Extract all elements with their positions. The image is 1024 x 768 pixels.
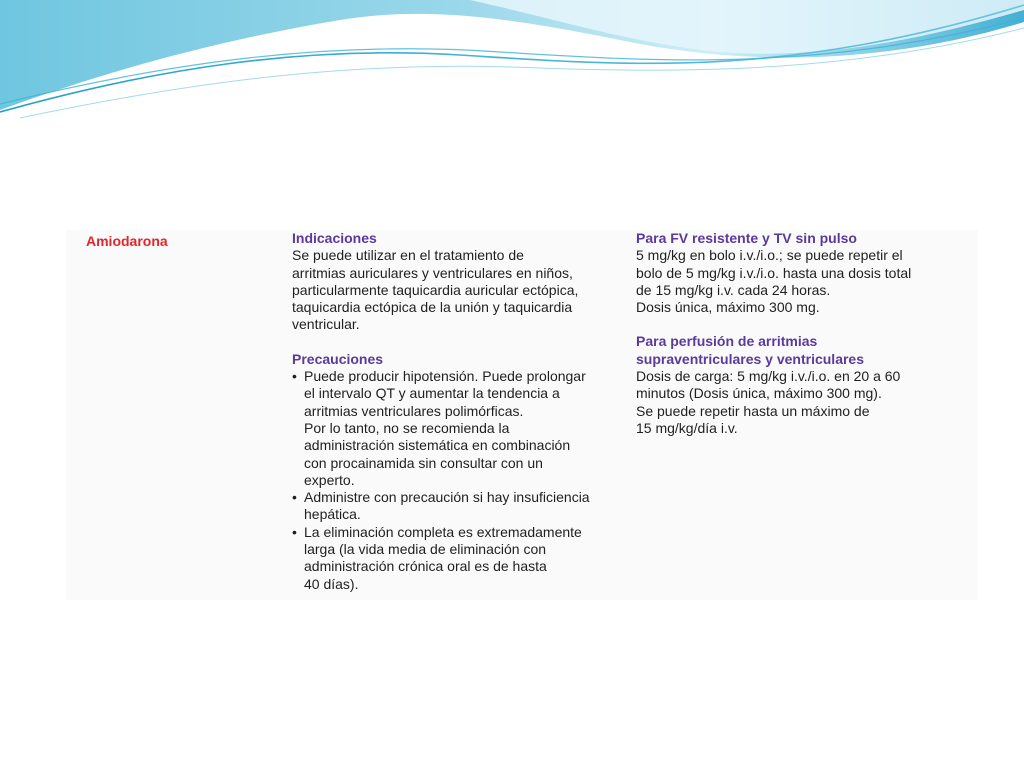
dosing-infusion-line: Se puede repetir hasta un máximo de (636, 402, 870, 419)
precaution-item (292, 368, 622, 489)
dosing-infusion-heading (636, 333, 966, 368)
indications-text (292, 247, 622, 333)
dosing-vf-line: de 15 mg/kg i.v. cada 24 horas. (636, 281, 831, 298)
precaution-item (292, 489, 622, 524)
indications-precautions-column (292, 230, 622, 593)
precaution-line: 40 días). (304, 575, 359, 592)
indications-line: taquicardia ectópica de la unión y taquicardia (292, 299, 573, 316)
dosing-vf-heading: Para FV resistente y TV sin pulso (636, 230, 857, 246)
dosing-infusion-text (636, 368, 966, 437)
dosing-vf-line: 5 mg/kg en bolo i.v./i.o.; se puede repetir el (636, 247, 903, 264)
dosing-infusion-heading-line: Para perfusión de arritmias (636, 333, 818, 350)
precaution-line: La eliminación completa es extremadamente (304, 523, 582, 540)
drug-info-table (66, 230, 978, 600)
bullet-icon: • (292, 489, 297, 506)
dosing-infusion-line: Dosis de carga: 5 mg/kg i.v./i.o. en 20 a 60 (636, 368, 901, 385)
indications-line: arritmias auriculares y ventriculares en niños, (292, 264, 573, 281)
dosing-column (636, 230, 966, 437)
decorative-wave-header (0, 0, 1024, 130)
dosing-vf-line: Dosis única, máximo 300 mg. (636, 299, 820, 316)
precautions-heading: Precauciones (292, 350, 384, 367)
precaution-line: administración sistemática en combinación (304, 437, 571, 454)
dosing-infusion-heading-line: supraventriculares y ventriculares (636, 350, 865, 367)
indications-line: Se puede utilizar en el tratamiento de (292, 247, 524, 264)
drug-name: Amiodarona (86, 233, 168, 249)
precaution-line: el intervalo QT y aumentar la tendencia a (304, 385, 560, 402)
indications-line: particularmente taquicardia auricular ectópica, (292, 281, 579, 298)
precaution-line: Puede producir hipotensión. Puede prolongar (304, 368, 586, 385)
precautions-list (292, 368, 622, 593)
indications-line: ventricular. (292, 316, 360, 333)
bullet-icon: • (292, 368, 297, 385)
precaution-line: con procainamida sin consultar con un (304, 454, 543, 471)
indications-heading: Indicaciones (292, 230, 377, 246)
precaution-line: arritmias ventriculares polimórficas. (304, 402, 524, 419)
precaution-line: larga (la vida media de eliminación con (304, 541, 547, 558)
precaution-line: Administre con precaución si hay insuficiencia (304, 489, 590, 506)
bullet-icon: • (292, 523, 297, 540)
precaution-item (292, 524, 622, 593)
dosing-vf-line: bolo de 5 mg/kg i.v./i.o. hasta una dosis total (636, 264, 912, 281)
dosing-infusion-line: 15 mg/kg/día i.v. (636, 419, 738, 436)
precaution-line: hepática. (304, 506, 361, 523)
dosing-infusion-line: minutos (Dosis única, máximo 300 mg). (636, 385, 882, 402)
precaution-line: Por lo tanto, no se recomienda la (304, 419, 510, 436)
precaution-line: experto. (304, 471, 355, 488)
precaution-line: administración crónica oral es de hasta (304, 558, 547, 575)
dosing-vf-text (636, 247, 966, 316)
